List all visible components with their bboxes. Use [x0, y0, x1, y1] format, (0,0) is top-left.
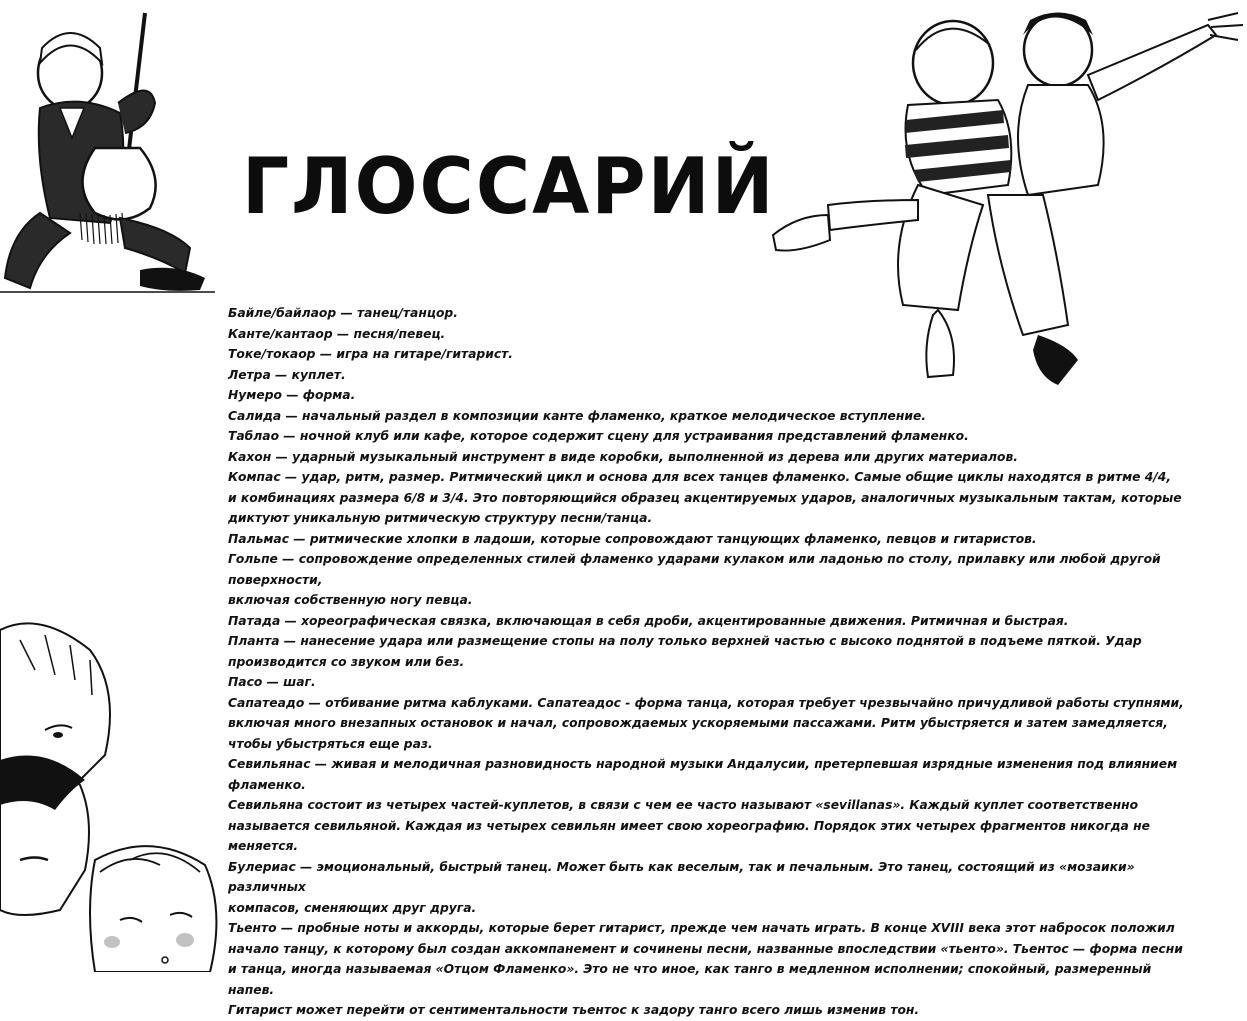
glossary-line: Байле/байлаор — танец/танцор. — [228, 306, 458, 320]
glossary-line: Кахон — ударный музыкальный инструмент в виде коробки, выполненной из дерева или других материалов. — [228, 449, 1018, 464]
glossary-line: Канте/кантаор — песня/певец. — [228, 326, 446, 341]
glossary-line: Тьенто — пробные ноты и аккорды, которые берет гитарист, прежде чем начать играть. В конце XVIII века этот набросок положил — [228, 921, 1175, 935]
glossary-line: Севильянас — живая и мелодичная разновидность народной музыки Андалусии, претерпевшая изрядные изменения под влиянием фламенко. — [228, 757, 1178, 792]
glossary-line: Пальмас — ритмические хлопки в ладоши, которые сопровождают танцующих фламенко, певцов и гитаристов. — [228, 531, 1037, 546]
glossary-line: Севильяна состоит из четырех частей-куплетов, в связи с чем ее часто называют «sevillanas». Каждый куплет соответственно — [228, 798, 1139, 812]
glossary-line: производится со звуком или без. — [228, 654, 465, 669]
glossary-line: Гольпе — сопровождение определенных стилей фламенко ударами кулаком или ладонью по столу, прилавку или любой другой поверхности, — [228, 552, 1161, 587]
guitarist-illustration — [0, 8, 215, 293]
glossary-line: и танца, иногда называемая «Отцом Фламенко». Это не что иное, как танго в медленном исполнении; спокойный, размеренный напев. — [228, 962, 1152, 997]
glossary-line: Нумеро — форма. — [228, 388, 356, 402]
glossary-line: Токе/токаор — игра на гитаре/гитарист. — [228, 347, 513, 361]
glossary-line: диктуют уникальную ритмическую структуру песни/танца. — [228, 511, 653, 525]
glossary-line: Планта — нанесение удара или размещение стопы на полу только верхней частью с высоко поднятой в подъеме пяткой. Удар — [228, 634, 1142, 648]
glossary-line: начало танцу, к которому был создан аккомпанемент и сочинены песни, названные впоследствии «тьенто». Тьентос — форма песни — [228, 941, 1183, 956]
glossary-line: Компас — удар, ритм, размер. Ритмический цикл и основа для всех танцев фламенко. Самые общие циклы находятся в ритме 4/4, — [228, 470, 1172, 484]
page-title: ГЛОССАРИЙ — [242, 141, 776, 233]
glossary-line: Салида — начальный раздел в композиции канте фламенко, краткое мелодическое вступление. — [228, 408, 926, 423]
glossary-list — [228, 303, 1193, 1021]
glossary-line: Пасо — шаг. — [228, 675, 316, 689]
glossary-line: включая собственную ногу певца. — [228, 593, 473, 607]
glossary-line: Таблао — ночной клуб или кафе, которое содержит сцену для устраивания представлений фламенко. — [228, 429, 969, 443]
glossary-line: Гитарист может перейти от сентиментальности тьентос к задору танго всего лишь изменив тон. — [228, 1003, 920, 1017]
glossary-line: компасов, сменяющих друг друга. — [228, 900, 477, 915]
glossary-line: Булериас — эмоциональный, быстрый танец. Может быть как веселым, так и печальным. Это танец, состоящий из «мозаики» различных — [228, 859, 1135, 894]
glossary-line: и комбинациях размера 6/8 и 3/4. Это повторяющийся образец акцентируемых ударов, аналогичных музыкальным тактам, которые — [228, 490, 1182, 505]
glossary-line: чтобы убыстряться еще раз. — [228, 736, 433, 751]
glossary-line: включая много внезапных остановок и начал, сопровождаемых ускоряемыми пассажами. Ритм убыстряется и затем замедляется, — [228, 716, 1168, 730]
faces-illustration — [0, 610, 225, 972]
glossary-line: называется севильяной. Каждая из четырех севильян имеет свою хореографию. Порядок этих четырех фрагментов никогда не меняется. — [228, 818, 1150, 853]
glossary-line: Летра — куплет. — [228, 367, 346, 382]
glossary-line: Патада — хореографическая связка, включающая в себя дроби, акцентированные движения. Ритмичная и быстрая. — [228, 613, 1069, 628]
glossary-line: Сапатеадо — отбивание ритма каблуками. Сапатеадос - форма танца, которая требует чрезвычайно причудливой работы ступнями, — [228, 695, 1184, 710]
